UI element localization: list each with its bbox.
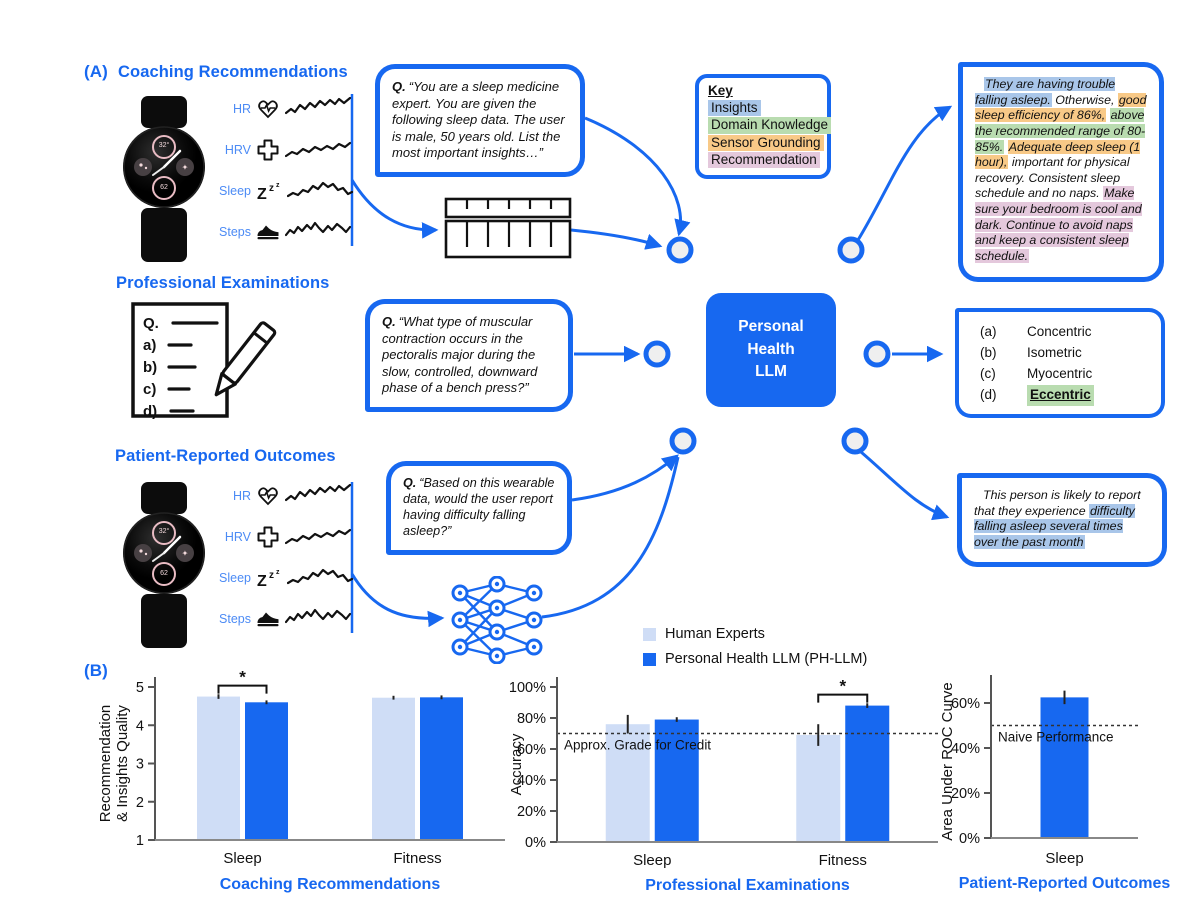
steps-icon — [256, 220, 280, 244]
connector-node — [840, 239, 862, 261]
highlight-key — [695, 74, 831, 179]
llm-line: Personal — [738, 318, 804, 336]
exam-line-b: b) — [143, 359, 158, 376]
signal-waveform — [285, 524, 351, 550]
response-bubble-pro — [957, 473, 1167, 567]
svg-text:✦: ✦ — [181, 163, 189, 172]
svg-text:✦: ✦ — [181, 549, 189, 558]
y-tick-label: 20% — [516, 804, 546, 820]
watch-hr-complication: 62 — [160, 570, 168, 577]
bar — [845, 706, 889, 842]
hrv-icon — [256, 525, 280, 549]
connector-node — [672, 430, 694, 452]
key-item: Insights — [708, 100, 761, 116]
x-category-label: Sleep — [223, 850, 262, 867]
response-segment: Make sure your bedroom is cool and dark. Continue to avoid naps and keep a consistent sleep schedule. — [975, 186, 1142, 263]
exam-line-d: d) — [143, 403, 158, 420]
svg-text:z: z — [269, 183, 274, 194]
chart-coaching-recommendations — [90, 655, 515, 900]
legend-row — [643, 626, 867, 642]
connector-node — [646, 343, 668, 365]
signal-row — [205, 563, 353, 593]
response-segment: difficulty falling asleep several times over the past month — [974, 503, 1135, 549]
prompt-text: “What type of muscular contraction occurs in the pectoralis major during the slow, controlled, downward phase of a bench press?” — [382, 314, 538, 395]
significance-bracket — [818, 695, 867, 703]
y-tick-label: 0% — [959, 831, 980, 847]
legend-label: Human Experts — [665, 626, 765, 642]
answer-letter: (c) — [980, 365, 996, 381]
y-axis-label: Area Under ROC Curve — [939, 682, 956, 841]
bar — [245, 702, 288, 840]
signal-label: HR — [232, 489, 251, 503]
significance-star: * — [239, 667, 246, 687]
steps-icon — [256, 607, 280, 631]
prompt-bubble-coaching — [375, 64, 585, 177]
personal-health-llm-box — [706, 293, 836, 407]
response-segment: good sleep efficiency of 86%, — [975, 92, 1147, 123]
y-tick-label: 40% — [516, 773, 546, 789]
answer-letter: (a) — [980, 324, 997, 339]
watch-hr-complication: 62 — [160, 184, 168, 191]
key-item: Recommendation — [708, 152, 820, 168]
response-segment: They are having trouble falling asleep. — [975, 77, 1116, 107]
arrow-bracket-to-nn — [352, 574, 442, 618]
signal-row — [205, 135, 353, 165]
signal-waveform — [285, 96, 351, 122]
key-item: Domain Knowledge — [708, 117, 831, 133]
connector-node — [669, 239, 691, 261]
response-bubble-coaching — [958, 62, 1164, 282]
arrow-prompt1-to-circle — [585, 118, 681, 234]
signal-label: HRV — [224, 143, 251, 157]
sensor-signal-list — [205, 481, 353, 645]
connector-node — [866, 343, 888, 365]
x-category-label: Fitness — [393, 850, 442, 867]
svg-text:Z: Z — [257, 573, 267, 590]
signal-waveform — [285, 483, 351, 509]
answer-text: Concentric — [1027, 324, 1092, 339]
response-segment: Adequate deep sleep (1 hour), — [975, 139, 1141, 170]
svg-text:Z: Z — [257, 186, 267, 203]
chart-title: Coaching Recommendations — [219, 876, 441, 893]
answer-options-box — [955, 308, 1165, 418]
hr-icon — [256, 484, 280, 508]
arrow-table-to-circle — [571, 230, 660, 246]
answer-letter: (d) — [980, 386, 997, 402]
chart-title: Professional Examinations — [645, 877, 850, 894]
sleep-icon — [256, 179, 282, 203]
chart-svg — [90, 655, 515, 900]
answer-text: Isometric — [1027, 344, 1082, 360]
y-tick-label: 4 — [135, 718, 144, 735]
response-segment: Otherwise, — [1051, 92, 1118, 107]
svg-text:z: z — [269, 570, 274, 581]
signal-label: HRV — [224, 530, 251, 544]
signal-waveform — [287, 178, 353, 204]
y-tick-label: 60% — [516, 742, 546, 758]
key-items — [708, 100, 829, 168]
panel-b-label: (B) — [84, 661, 108, 680]
response-segment: This person is likely to report that they experience — [974, 488, 1141, 518]
arrow-prompt3-to-circle — [572, 456, 677, 500]
response-segment: above the recommended range of 80-85%. — [975, 108, 1146, 154]
signal-waveform — [285, 219, 351, 245]
response-segment: important for physical recovery. Consistent sleep schedule and no naps. — [975, 155, 1130, 201]
key-title: Key — [708, 83, 733, 98]
llm-line: Health — [747, 340, 795, 358]
chart-title: Patient-Reported Outcomes — [958, 875, 1171, 892]
bar — [197, 697, 240, 840]
answer-text: Myocentric — [1027, 365, 1093, 381]
signal-label: Sleep — [219, 184, 251, 198]
signal-waveform — [287, 565, 353, 591]
signal-row — [205, 604, 353, 634]
y-tick-label: 5 — [135, 680, 144, 696]
y-tick-label: 0% — [525, 835, 546, 851]
y-axis-label: Accuracy — [508, 733, 525, 796]
chart-professional-examinations — [495, 655, 945, 900]
signal-label: Steps — [219, 612, 251, 626]
signal-row — [205, 481, 353, 511]
y-tick-label: 1 — [135, 833, 144, 849]
signal-row — [205, 94, 353, 124]
prompt-text: “You are a sleep medicine expert. You are given the following sleep data. The user is male, 50 years old. List the most important insights…” — [392, 79, 565, 160]
reference-line-label: Naive Performance — [998, 729, 1114, 745]
arrow-bracket-to-table — [352, 180, 436, 230]
x-category-label: Sleep — [1045, 850, 1084, 867]
bar — [796, 735, 840, 842]
signal-label: Steps — [219, 225, 251, 239]
watch-temp-complication: 32° — [158, 528, 170, 535]
legend-swatch-human-experts — [643, 628, 656, 641]
significance-bracket — [219, 686, 267, 694]
answer-text: Eccentric — [1027, 385, 1094, 406]
heading-exams: Professional Examinations — [116, 274, 330, 292]
bar — [372, 698, 415, 840]
signal-label: HR — [232, 102, 251, 116]
question-label: Q. — [403, 476, 417, 490]
heading-pro: Patient-Reported Outcomes — [115, 447, 336, 465]
prompt-bubble-exams — [365, 299, 573, 412]
data-table-icon — [444, 197, 572, 259]
answer-row — [980, 322, 1153, 343]
chart-patient-reported-outcomes — [930, 655, 1198, 900]
answer-row — [980, 385, 1153, 406]
answer-letter: (b) — [980, 344, 997, 360]
answer-row — [980, 343, 1153, 364]
signal-waveform — [285, 137, 351, 163]
bar — [1041, 697, 1089, 838]
signal-waveform — [285, 606, 351, 632]
neural-network-icon — [450, 576, 544, 664]
signal-row — [205, 217, 353, 247]
hrv-icon — [256, 138, 280, 162]
llm-line: LLM — [755, 363, 787, 381]
signal-label: Sleep — [219, 571, 251, 585]
exam-line-a: a) — [143, 337, 157, 354]
prompt-bubble-pro — [386, 461, 572, 555]
chart-svg — [495, 655, 945, 900]
answer-row — [980, 364, 1153, 385]
bar — [420, 697, 463, 840]
reference-line-label: Approx. Grade for Credit — [564, 737, 712, 753]
sleep-icon — [256, 566, 282, 590]
y-tick-label: 3 — [135, 756, 144, 773]
exam-sheet-icon — [125, 300, 285, 422]
y-tick-label: 20% — [950, 786, 980, 802]
sensor-signal-list — [205, 94, 353, 258]
watch-temp-complication: 32° — [158, 142, 170, 149]
y-axis-label: Recommendation& Insights Quality — [97, 704, 131, 823]
x-category-label: Fitness — [818, 852, 867, 869]
question-label: Q. — [382, 314, 396, 329]
arrow-circle-to-response1 — [858, 107, 950, 240]
exam-line-q: Q. — [143, 315, 159, 332]
y-tick-label: 2 — [135, 794, 144, 811]
significance-star: * — [839, 676, 847, 696]
key-item: Sensor Grounding — [708, 135, 824, 151]
connector-node — [844, 430, 866, 452]
signal-row — [205, 176, 353, 206]
x-category-label: Sleep — [633, 852, 672, 869]
y-tick-label: 60% — [950, 696, 980, 712]
exam-line-c: c) — [143, 381, 157, 398]
panel-a-label: (A) — [84, 62, 108, 81]
signal-row — [205, 522, 353, 552]
svg-text:z: z — [276, 182, 280, 189]
chart-svg — [930, 655, 1198, 900]
y-tick-label: 100% — [508, 680, 546, 696]
question-label: Q. — [392, 79, 406, 94]
heading-coaching: Coaching Recommendations — [118, 63, 348, 81]
smartwatch-illustration — [118, 96, 210, 262]
prompt-text: “Based on this wearable data, would the user report having difficulty falling asleep?” — [403, 476, 555, 538]
hr-icon — [256, 97, 280, 121]
y-tick-label: 80% — [516, 711, 546, 727]
smartwatch-illustration — [118, 482, 210, 648]
y-tick-label: 40% — [950, 741, 980, 757]
legend-label: Personal Health LLM (PH-LLM) — [665, 651, 868, 667]
svg-text:z: z — [276, 569, 280, 576]
arrow-circle-to-response3 — [861, 452, 947, 517]
